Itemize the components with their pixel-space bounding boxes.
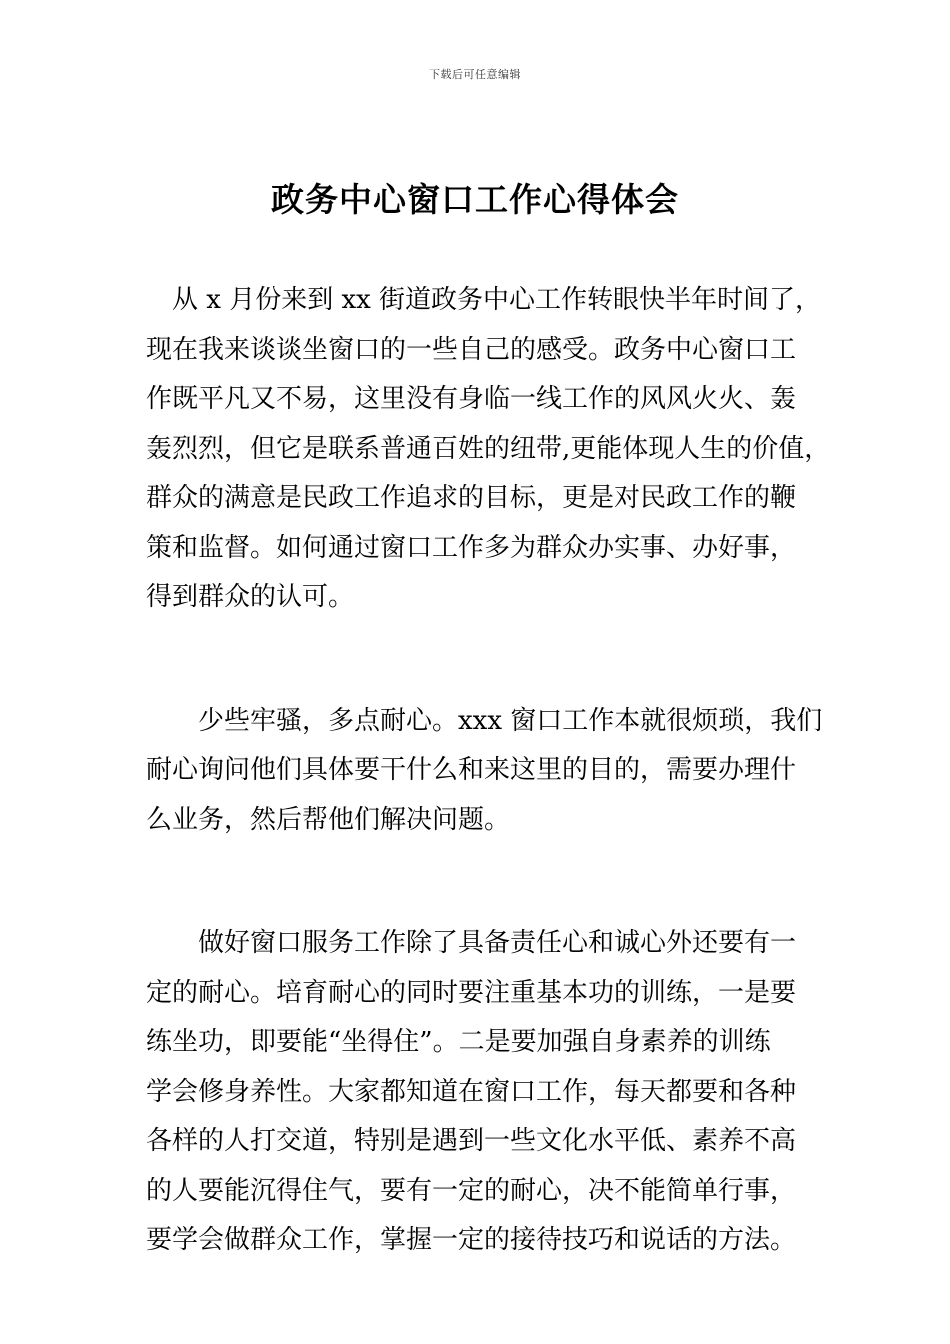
- paragraph-1: [146, 276, 831, 623]
- header-note: 下载后可任意编辑: [429, 68, 521, 81]
- paragraph-line: 现在我来谈谈坐窗口的一些自己的感受。政务中心窗口工: [146, 334, 797, 365]
- paragraph-line: 作既平凡又不易，这里没有身临一线工作的风风火火、轰: [146, 384, 797, 414]
- paragraph-line: 要学会做群众工作，掌握一定的接待技巧和说话的方法。: [146, 1225, 797, 1255]
- paragraph-line: 的人要能沉得住气，要有一定的耐心，决不能简单行事，: [146, 1175, 797, 1206]
- paragraph-gap: [146, 845, 821, 919]
- paragraph-line: 群众的满意是民政工作追求的目标，更是对民政工作的鞭: [146, 483, 797, 513]
- paragraph-2: [146, 697, 821, 846]
- paragraph-3: [146, 919, 821, 1266]
- paragraph-line: 定的耐心。培育耐心的同时要注重基本功的训练，一是要: [146, 977, 797, 1008]
- paragraph-line: 少些牢骚，多点耐心。xxx 窗口工作本就很烦琐，我们: [146, 705, 823, 736]
- paragraph-line: 策和监督。如何通过窗口工作多为群众办实事、办好事，: [146, 532, 797, 563]
- paragraph-line: 得到群众的认可。: [146, 582, 355, 612]
- document-title: 政务中心窗口工作心得体会: [271, 180, 679, 219]
- paragraph-line: 么业务，然后帮他们解决问题。: [146, 804, 511, 835]
- paragraph-line: 学会修身养性。大家都知道在窗口工作，每天都要和各种: [146, 1076, 797, 1107]
- paragraph-line: 各样的人打交道，特别是遇到一些文化水平低、素养不高: [146, 1126, 797, 1156]
- document-body: [146, 276, 831, 1266]
- paragraph-line: 从 x 月份来到 xx 街道政务中心工作转眼快半年时间了，: [146, 285, 822, 315]
- paragraph-line: 做好窗口服务工作除了具备责任心和诚心外还要有一: [146, 928, 797, 958]
- paragraph-line: 耐心询问他们具体要干什么和来这里的目的，需要办理什: [146, 755, 797, 785]
- paragraph-line: 练坐功，即要能“坐得住”。二是要加强自身素养的训练: [146, 1027, 771, 1057]
- paragraph-line: 轰烈烈，但它是联系普通百姓的纽带,更能体现人生的价值，: [146, 433, 831, 464]
- paragraph-gap: [146, 623, 821, 697]
